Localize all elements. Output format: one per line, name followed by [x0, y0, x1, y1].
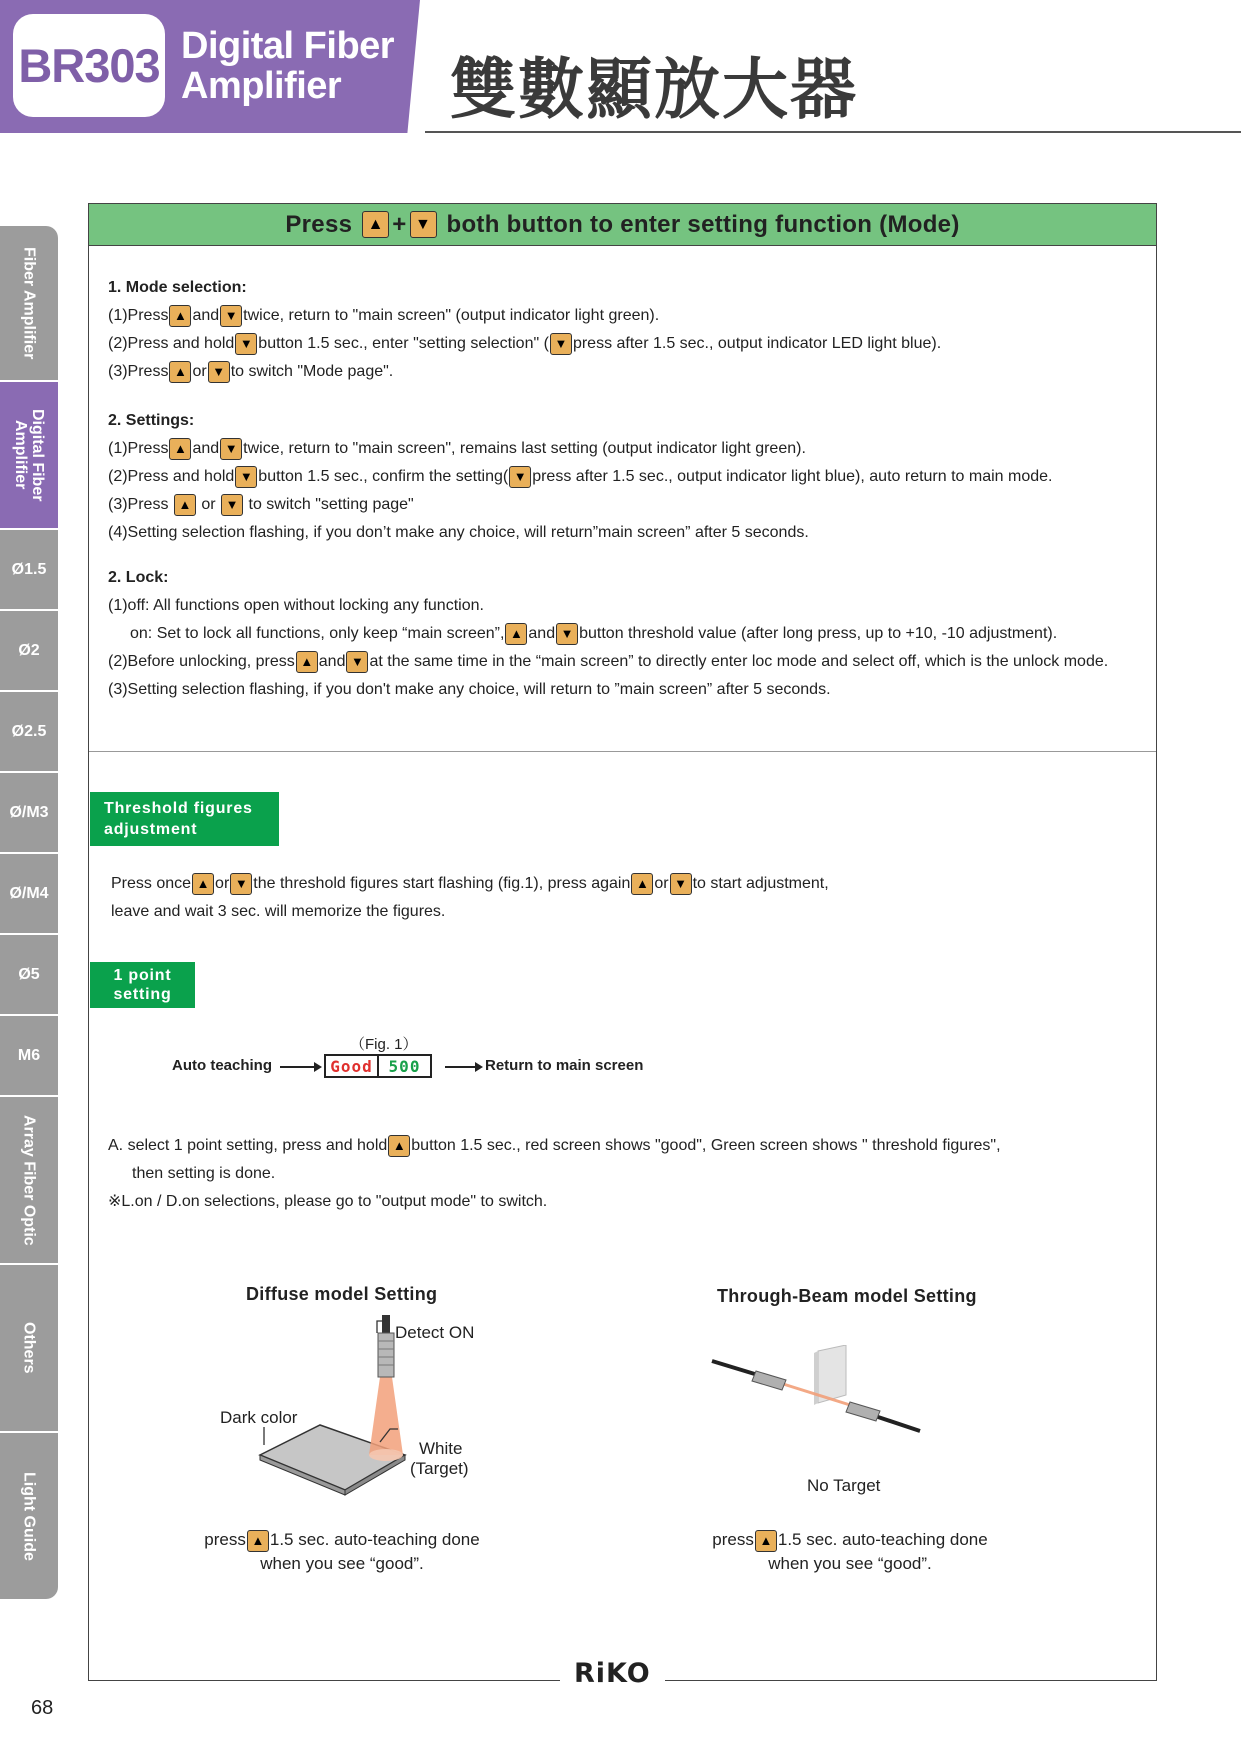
up-key-icon: ▲: [388, 1135, 410, 1157]
through-beam-caption: press ▲ 1.5 sec. auto-teaching done when you see “good”.: [712, 1530, 988, 1573]
settings-section: 2. Settings: (1)Press ▲ and ▼ twice, return to "main screen", remains last setting (output indicator light green). (2)Press and hold ▼ button 1.5 sec., confirm the setting( ▼ press after 1.5 sec., output indicator light blue), auto return to main mode. (3)Press ▲ or ▼ to switch "setting page" (4)Setting selection flashing, if you don’t make any choice, will return”main screen” after 5 seconds.: [108, 407, 1052, 547]
down-key-icon: ▼: [556, 623, 578, 645]
down-key-icon: ▼: [670, 873, 692, 895]
down-key-icon: ▼: [221, 494, 243, 516]
product-title-line1: Digital Fiber: [181, 25, 395, 67]
side-tab-array-fiber-optic[interactable]: Array Fiber Optic: [0, 1097, 58, 1265]
up-key-icon: ▲: [505, 623, 527, 645]
lcd-display: [324, 1054, 432, 1078]
up-key-icon: ▲: [174, 494, 196, 516]
up-key-icon: ▲: [296, 651, 318, 673]
return-main-screen-label: Return to main screen: [485, 1057, 644, 1074]
down-key-icon: ▼: [509, 466, 531, 488]
down-key-icon: ▼: [208, 361, 230, 383]
fig-1-label: （Fig. 1）: [350, 1036, 418, 1053]
side-tab-fiber-amplifier[interactable]: Fiber Amplifier: [0, 226, 58, 382]
lcd-red-screen: Good: [326, 1056, 379, 1076]
lock-heading: 2. Lock:: [108, 569, 169, 586]
threshold-badge: Threshold figures adjustment: [90, 792, 279, 846]
diffuse-title: Diffuse model Setting: [246, 1284, 438, 1304]
lock-section: 2. Lock: (1)off: All functions open without locking any function. on: Set to lock all functions, only keep “main screen”, ▲ and ▼ button threshold value (after long press, up to +10, -10 adjustment). (2)Before unlocking, press ▲ and ▼ at the same time in the “main screen” to directly enter loc mode and select off, which is the unlock mode. (3)Setting selection flashing, if you don't make any choice, will return to ”main screen” after 5 seconds.: [108, 564, 1108, 704]
settings-heading: 2. Settings:: [108, 412, 195, 429]
arrow-right-icon: [445, 1066, 477, 1068]
arrow-right-icon: [280, 1066, 316, 1068]
auto-teaching-label: Auto teaching: [172, 1057, 272, 1074]
side-tab-d5[interactable]: Ø5: [0, 935, 58, 1016]
dark-color-label: Dark color: [220, 1408, 298, 1427]
side-tab-digital-fiber-amplifier[interactable]: Digital Fiber Amplifier: [0, 382, 58, 530]
down-key-icon: ▼: [410, 211, 437, 238]
side-tab-d1-5[interactable]: Ø1.5: [0, 530, 58, 611]
side-tab-m3[interactable]: Ø/M3: [0, 773, 58, 854]
side-tab-d2[interactable]: Ø2: [0, 611, 58, 692]
up-key-icon: ▲: [192, 873, 214, 895]
header-rule: [425, 131, 1241, 133]
setting-mode-banner: Press ▲ + ▼ both button to enter setting function (Mode): [89, 204, 1156, 246]
through-beam-title: Through-Beam model Setting: [717, 1286, 977, 1306]
side-tab-m4[interactable]: Ø/M4: [0, 854, 58, 935]
side-tab-m6[interactable]: M6: [0, 1016, 58, 1097]
down-key-icon: ▼: [235, 333, 257, 355]
product-title: [181, 26, 394, 106]
mode-selection-section: 1. Mode selection: (1)Press ▲ and ▼ twice, return to "main screen" (output indicator light green). (2)Press and hold ▼ button 1.5 sec., enter "setting selection" ( ▼ press after 1.5 sec., output indicator LED light blue). (3)Press ▲ or ▼ to switch "Mode page".: [108, 274, 941, 386]
lcd-green-screen: 500: [388, 1056, 421, 1076]
up-key-icon: ▲: [631, 873, 653, 895]
riko-logo: RiKO: [560, 1658, 665, 1689]
one-point-badge: 1 point setting: [90, 962, 195, 1008]
down-key-icon: ▼: [220, 438, 242, 460]
down-key-icon: ▼: [346, 651, 368, 673]
up-key-icon: ▲: [755, 1530, 777, 1552]
diffuse-caption: press ▲ 1.5 sec. auto-teaching done when you see “good”.: [204, 1530, 480, 1573]
white-label: White: [419, 1439, 463, 1458]
no-target-label: No Target: [807, 1476, 881, 1495]
down-key-icon: ▼: [230, 873, 252, 895]
up-key-icon: ▲: [169, 438, 191, 460]
down-key-icon: ▼: [550, 333, 572, 355]
target-label: (Target): [410, 1459, 469, 1478]
side-tab-light-guide[interactable]: Light Guide: [0, 1433, 58, 1599]
product-title-line2: Amplifier: [181, 65, 342, 107]
up-key-icon: ▲: [362, 211, 389, 238]
side-tab-d2-5[interactable]: Ø2.5: [0, 692, 58, 773]
model-number: BR303: [18, 39, 160, 92]
up-key-icon: ▲: [169, 305, 191, 327]
side-tab-strip: [0, 226, 58, 1599]
threshold-text: Press once ▲ or ▼ the threshold figures start flashing (fig.1), press again ▲ or ▼ to start adjustment, leave and wait 3 sec. will memorize the figures.: [111, 870, 829, 926]
up-key-icon: ▲: [169, 361, 191, 383]
product-title-chinese: 雙數顯放大器: [450, 51, 858, 128]
one-point-text: A. select 1 point setting, press and hold ▲ button 1.5 sec., red screen shows "good", Green screen shows " threshold figures", then setting is done. ※L.on / D.on selections, please go to "output mode" to switch.: [108, 1132, 1001, 1216]
section-divider: [89, 751, 1156, 752]
page-number: 68: [31, 1697, 54, 1719]
down-key-icon: ▼: [220, 305, 242, 327]
detect-on-label: Detect ON: [395, 1323, 475, 1342]
down-key-icon: ▼: [235, 466, 257, 488]
mode-selection-heading: 1. Mode selection:: [108, 279, 247, 296]
through-beam-sensor-illustration: [710, 1345, 925, 1445]
side-tab-others[interactable]: Others: [0, 1265, 58, 1433]
model-badge: [13, 14, 165, 117]
up-key-icon: ▲: [247, 1530, 269, 1552]
